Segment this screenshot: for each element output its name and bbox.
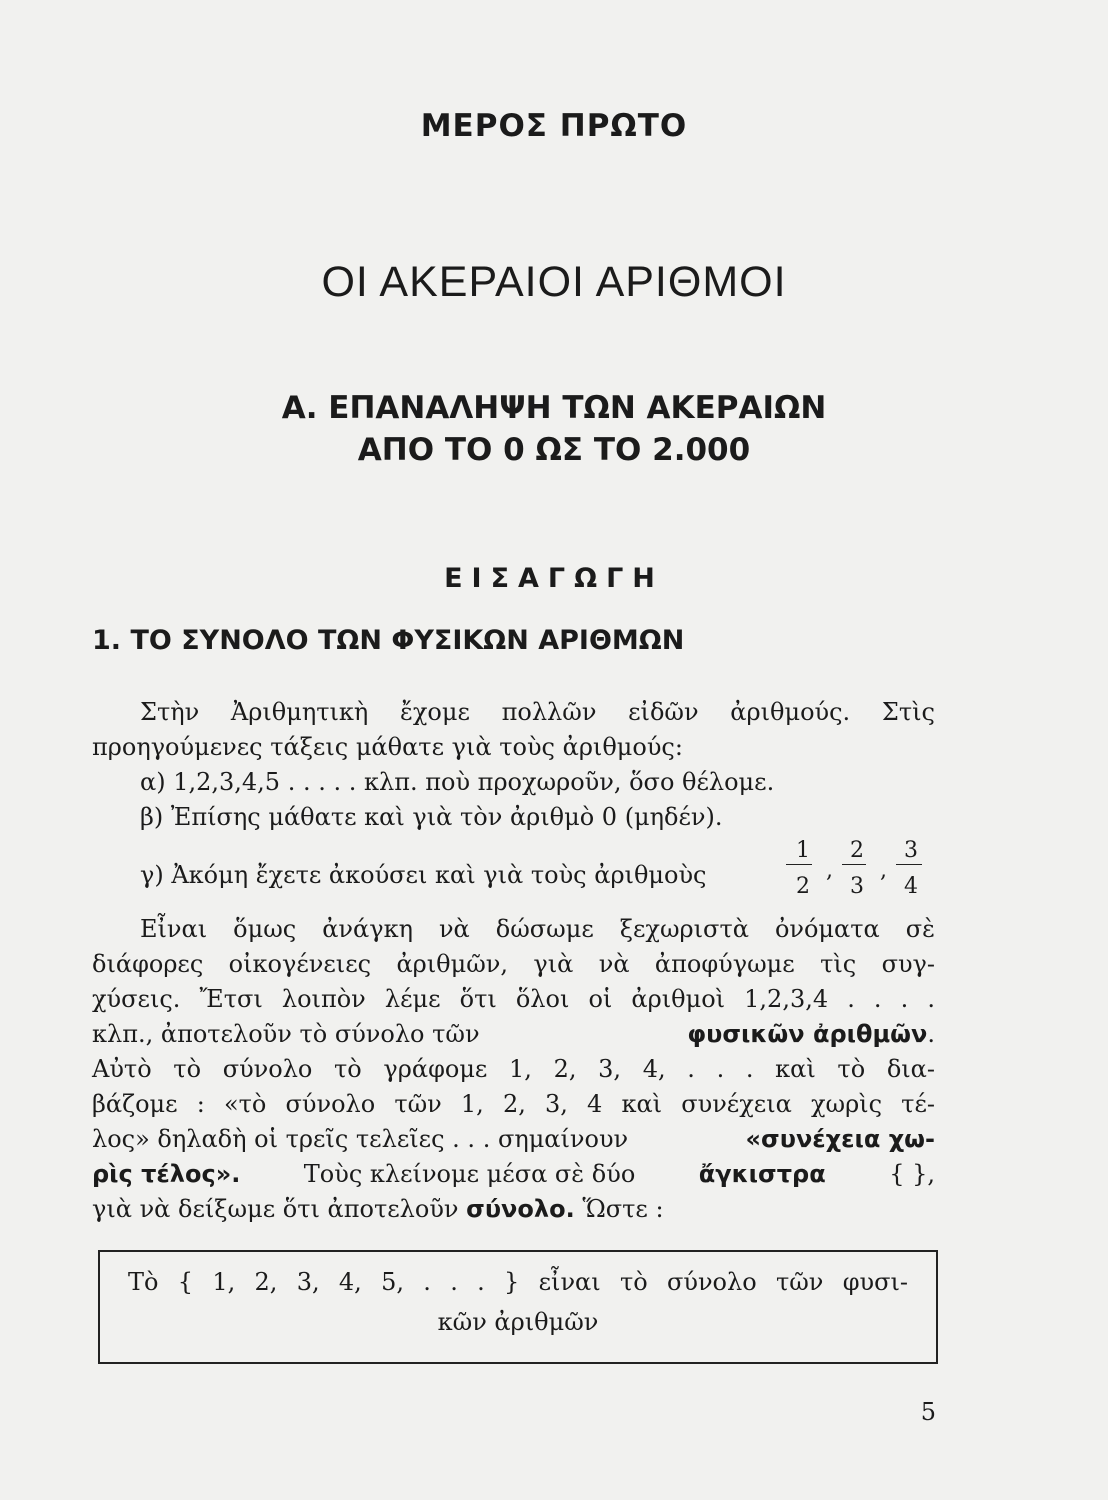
text-span: κλπ., ἀποτελοῦν τὸ σύνολο τῶν <box>92 1020 480 1048</box>
text-span: γιὰ νὰ δείξωμε ὅτι ἀποτελοῦν <box>92 1195 459 1223</box>
fraction-denominator: 2 <box>796 874 810 899</box>
text-span: Ὥστε : <box>582 1195 664 1223</box>
para1-line2: προηγούμενες τάξεις μάθατε γιὰ τοὺς ἀριθμούς: <box>92 733 683 761</box>
list-item-c: γ) Ἀκόμη ἔχετε ἀκούσει καὶ γιὰ τοὺς ἀριθμοὺς <box>140 861 707 889</box>
emphasis-set: σύνολο. <box>466 1195 575 1223</box>
definition-line1: Τὸ { 1, 2, 3, 4, 5, . . . } εἶναι τὸ σύνολο τῶν φυσι- <box>128 1268 908 1296</box>
fraction-separator: , <box>880 858 887 883</box>
definition-line2: κῶν ἀριθμῶν <box>437 1308 599 1336</box>
fraction-bar <box>842 864 866 865</box>
fraction-numerator: 1 <box>796 838 810 863</box>
para2-line9 <box>92 1192 935 1226</box>
definition-box <box>98 1250 938 1364</box>
text-span: . <box>927 1020 935 1048</box>
emphasis-without-end: ρὶς τέλος». <box>92 1160 241 1188</box>
text-span: Τοὺς κλείνομε μέσα σὲ δύο <box>303 1160 636 1188</box>
emphasis-natural-numbers: φυσικῶν ἀριθμῶν <box>687 1020 928 1048</box>
intro-heading: ΕΙΣΑΓΩΓΗ <box>444 563 664 594</box>
fraction-numerator: 3 <box>904 838 918 863</box>
page-number: 5 <box>920 1398 936 1426</box>
para2-line6: βάζομε : «τὸ σύνολο τῶν 1, 2, 3, 4 καὶ συνέχεια χωρὶς τέ- <box>92 1090 935 1118</box>
para1-line1: Στὴν Ἀριθμητικὴ ἔχομε πολλῶν εἰδῶν ἀριθμούς. Στὶς <box>140 698 935 726</box>
para2-line4 <box>92 1017 935 1051</box>
part-heading: ΜΕΡΟΣ ΠΡΩΤΟ <box>420 108 688 144</box>
para2-line1: Εἶναι ὅμως ἀνάγκη νὰ δώσωμε ξεχωριστὰ ὀνόματα σὲ <box>140 915 935 943</box>
para2-line5: Αὐτὸ τὸ σύνολο τὸ γράφομε 1, 2, 3, 4, . . . καὶ τὸ δια- <box>92 1055 935 1083</box>
text-span: λος» δηλαδὴ οἱ τρεῖς τελεῖες . . . σημαίνουν <box>92 1125 629 1153</box>
fraction-bar <box>896 864 922 865</box>
fraction-bar <box>786 864 812 865</box>
fraction-denominator: 4 <box>904 874 918 899</box>
para2-line3: χύσεις. Ἔτσι λοιπὸν λέμε ὅτι ὅλοι οἱ ἀριθμοὶ 1,2,3,4 . . . . <box>92 985 935 1013</box>
para2-line7 <box>92 1122 935 1156</box>
section-heading-line1: Α. ΕΠΑΝΑΛΗΨΗ ΤΩΝ ΑΚΕΡΑΙΩΝ <box>281 390 827 426</box>
para2-line2: διάφορες οἰκογένειες ἀριθμῶν, γιὰ νὰ ἀποφύγωμε τὶς συγ- <box>92 950 935 978</box>
emphasis-continuation: «συνέχεια χω- <box>745 1125 935 1153</box>
emphasis-braces: ἄγκιστρα <box>698 1160 826 1188</box>
braces-symbol: { }, <box>889 1160 935 1188</box>
fraction-numerator: 2 <box>850 838 864 863</box>
section-heading-line2: ΑΠΟ ΤΟ 0 ΩΣ ΤΟ 2.000 <box>357 432 751 468</box>
chapter-title: ΟΙ ΑΚΕΡΑΙΟΙ ΑΡΙΘΜΟΙ <box>321 258 787 306</box>
subsection-heading: 1. ΤΟ ΣΥΝΟΛΟ ΤΩΝ ΦΥΣΙΚΩΝ ΑΡΙΘΜΩΝ <box>92 625 685 656</box>
para2-line8 <box>92 1157 935 1191</box>
list-item-b: β) Ἐπίσης μάθατε καὶ γιὰ τὸν ἀριθμὸ 0 (μηδέν). <box>140 803 723 831</box>
list-item-a: α) 1,2,3,4,5 . . . . . κλπ. ποὺ προχωροῦν, ὅσο θέλομε. <box>140 768 775 796</box>
fraction-separator: , <box>826 858 833 883</box>
fraction-denominator: 3 <box>850 874 864 899</box>
